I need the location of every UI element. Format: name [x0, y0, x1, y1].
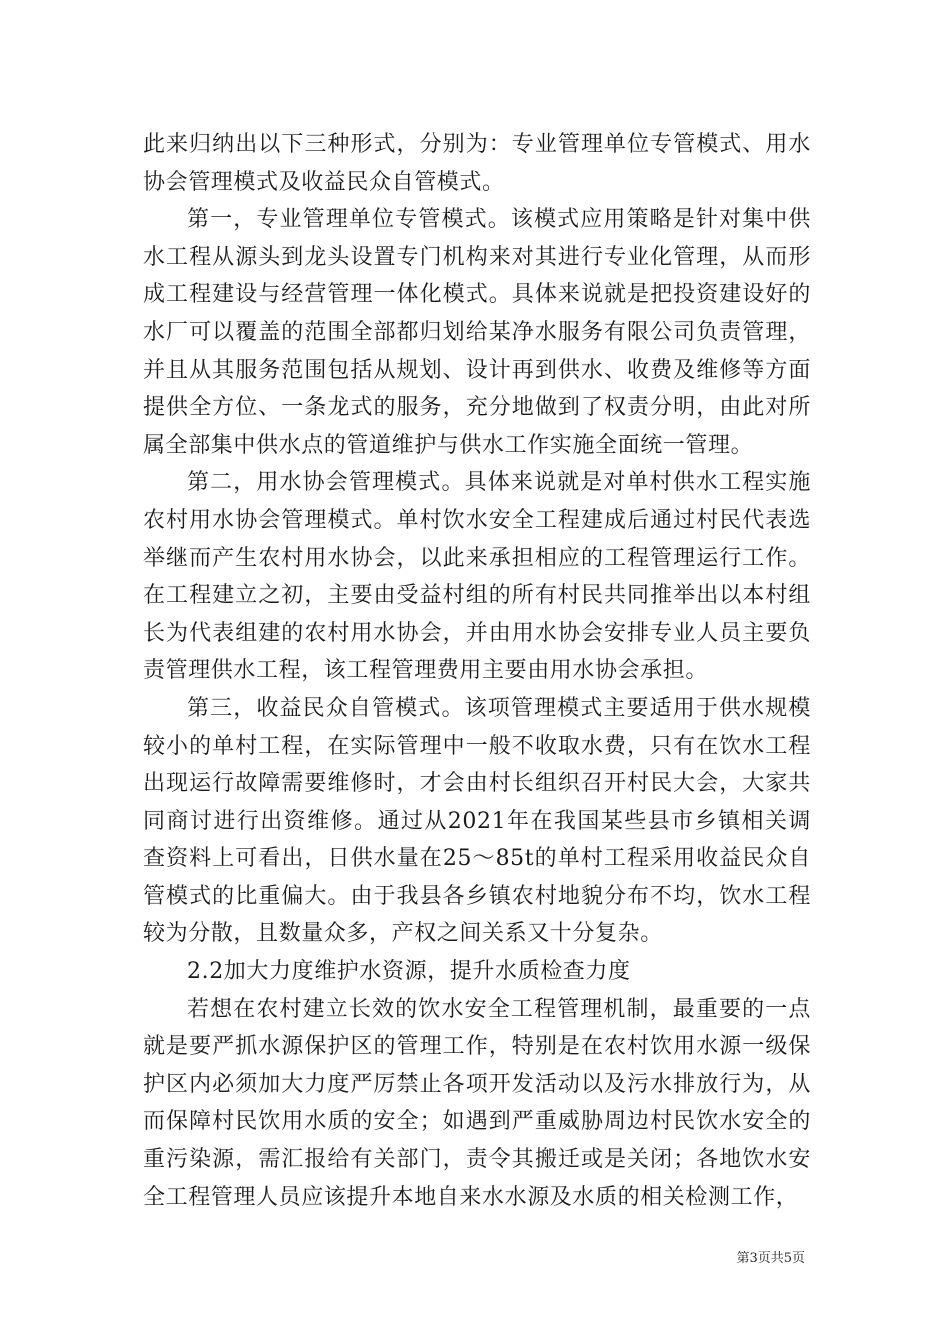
paragraph-water-protection: 若想在农村建立长效的饮水安全工程管理机制，最重要的一点就是要严抓水源保护区的管理工作，特别是在农村饮用水源一级保护区内必须加大力度严厉禁止各项开发活动以及污水排放行为，从而保障村民饮用水质的安全；如遇到严重威胁周边村民饮水安全的重污染源，需汇报给有关部门，责令其搬迁或是关闭；各地饮水安全工程管理人员应该提升本地自来水水源及水质的相关检测工作， — [143, 996, 811, 1210]
paragraph-mode-three: 第三，收益民众自管模式。该项管理模式主要适用于供水规模较小的单村工程，在实际管理中一般不收取水费，只有在饮水工程出现运行故障需要维修时，才会由村长组织召开村民大会，大家共同商讨进行出资维修。通过从2021年在我国某些县市乡镇相关调查资料上可看出，日供水量在25～85t的单村工程采用收益民众自管模式的比重偏大。由于我县各乡镇农村地貌分布不均，饮水工程较为分散，且数量众多，产权之间关系又十分复杂。 — [143, 695, 811, 947]
paragraph-mode-two: 第二，用水协会管理模式。具体来说就是对单村供水工程实施农村用水协会管理模式。单村饮水安全工程建成后通过村民代表选举继而产生农村用水协会，以此来承担相应的工程管理运行工作。在工程建立之初，主要由受益村组的所有村民共同推举出以本村组长为代表组建的农村用水协会，并由用水协会安排专业人员主要负责管理供水工程，该工程管理费用主要由用水协会承担。 — [143, 470, 811, 684]
paragraph-mode-one: 第一，专业管理单位专管模式。该模式应用策略是针对集中供水工程从源头到龙头设置专门机构来对其进行专业化管理，从而形成工程建设与经营管理一体化模式。具体来说就是把投资建设好的水厂可以覆盖的范围全部都归划给某净水服务有限公司负责管理，并且从其服务范围包括从规划、设计再到供水、收费及维修等方面提供全方位、一条龙式的服务，充分地做到了权责分明，由此对所属全部集中供水点的管道维护与供水工作实施全面统一管理。 — [143, 207, 811, 458]
page-number-footer: 第3页共5页 — [736, 1251, 805, 1266]
document-body — [143, 126, 811, 1216]
section-heading: 2.2加大力度维护水资源，提升水质检查力度 — [187, 959, 631, 985]
paragraph-continuation: 此来归纳出以下三种形式，分别为：专业管理单位专管模式、用水协会管理模式及收益民众自管模式。 — [143, 132, 811, 195]
